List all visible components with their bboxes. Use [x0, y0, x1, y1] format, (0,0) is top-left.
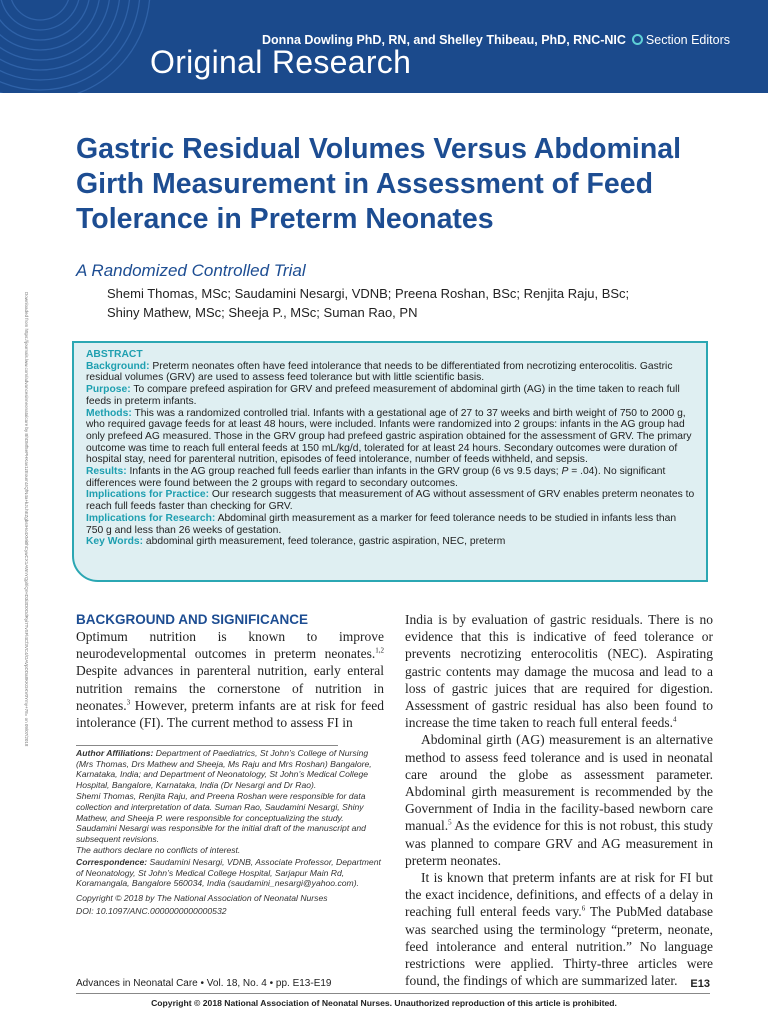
affiliation-text: Department of Paediatrics, St John’s College of Nursing (Mrs Thomas, Drs Mathew and Sheeja, Ms Raju and Mrs Roshan) Bangalore, Karnataka, India; and Department of Neonatology, St John’s Medical College Hospital, Bangalore, Karnataka, India (Dr Nesargi and Dr Rao). — [76, 748, 372, 790]
citation: 4 — [673, 715, 677, 724]
practice-label: Implications for Practice: — [86, 489, 210, 501]
citation: 3 — [126, 698, 131, 707]
practice-text: Our research suggests that measurement of AG without assessment of GRV enables preterm neonates to reach full feeds faster than checking for GRV. — [86, 489, 695, 513]
journal-citation: Advances in Neonatal Care • Vol. 18, No. 4 • pp. E13-E19 — [76, 978, 332, 989]
correspondence-label: Correspondence: — [76, 856, 148, 867]
copyright-bar: Copyright © 2018 National Association of Neonatal Nurses. Unauthorized reproduction of this article is prohibited. — [151, 998, 617, 1008]
conflict-statement: The authors declare no conflicts of interest. — [76, 845, 241, 856]
research-text: Abdominal girth measurement as a marker for feed tolerance needs to be studied in infants less than 750 g and less than 26 weeks of gestation. — [86, 512, 677, 536]
correspondence-text: Saudamini Nesargi, VDNB, Associate Professor, Department of Neonatology, St John’s Medical College Hospital, Sarjapur Main Rd, Koramangala, Bangalore 560034, India (saudamini_nesargi@yahoo.com). — [76, 856, 381, 889]
author-affiliations — [76, 748, 384, 918]
decorative-arc-pattern — [0, 0, 160, 93]
text-run: India is by evaluation of gastric residuals. There is no evidence that this is indicative of feed tolerance or prevents necrotizing enterocolitis (NEC). Aspirating gastric contents may damage the mucosa and lead to a loss of gastric juices that are required for digestion. Assessment of gastric residual has also been found to increase the time taken to reach full enteral feeds. — [405, 612, 713, 731]
text-run: As the evidence for this is not robust, this study was planned to compare GRV and AG measurement in preterm neonates. — [405, 818, 713, 868]
research-label: Implications for Research: — [86, 512, 216, 524]
affiliation-label: Author Affiliations: — [76, 748, 154, 758]
paragraph — [76, 628, 384, 731]
methods-text: This was a randomized controlled trial. Infants with a gestational age of 27 to 37 weeks and birth weight of 750 to 2000 g, who required gavage feeds for at least 48 hours, were included. Infants were randomized into 2 groups: infants in the AG group had only prefeed AG measured. Those in the GRV group had prefeed gastric aspiration obtained for the assessment of GRV. The primary outcome was time to reach full enteral feeds at 150 mL/kg/d, tolerated for at least 24 hours. Secondary outcomes were duration of hospital stay, need for parenteral nutrition, episodes of feed intolerance, number of feeds withheld, and sepsis. — [86, 407, 692, 466]
paragraph — [405, 869, 713, 989]
right-column-body — [405, 611, 713, 989]
left-column-body — [76, 628, 384, 731]
affiliation-paragraph — [76, 748, 384, 790]
article-subtitle: A Randomized Controlled Trial — [76, 261, 306, 280]
abstract-results — [86, 466, 696, 489]
correspondence-paragraph — [76, 857, 384, 889]
abstract-background — [86, 361, 696, 384]
footer-divider — [76, 993, 710, 994]
abstract-keywords — [86, 536, 696, 548]
section-title: Original Research — [150, 44, 412, 80]
copyright-notice: Copyright © 2018 by The National Association of Neonatal Nurses — [76, 892, 328, 903]
ring-icon — [632, 34, 643, 45]
author-list — [107, 284, 707, 322]
citation: 5 — [448, 818, 452, 827]
contribution-statement: Shemi Thomas, Renjita Raju, and Preena Roshan were responsible for data collection and interpretation of data. Suman Rao, Saudamini Nesargi, Shiny Mathew, and Sheeja P. were responsible for conceptualizing the study. Saudamini Nesargi was responsible for the initial draft of the manuscript and subsequent revisions. — [76, 791, 366, 844]
article-title: Gastric Residual Volumes Versus Abdominal Girth Measurement in Assessment of Feed Tolerance in Preterm Neonates — [76, 133, 682, 235]
citation: 6 — [581, 904, 586, 913]
editors-role: Section Editors — [645, 33, 730, 47]
abstract-practice — [86, 489, 696, 512]
paragraph — [405, 611, 713, 731]
text-run: Optimum nutrition is known to improve neurodevelopmental outcomes in preterm neonates. — [76, 629, 384, 662]
download-sidebar — [22, 292, 36, 752]
background-text: Preterm neonates often have feed intolerance that needs to be differentiated from necrotizing enterocolitis. Gastric residual volumes (GRV) are used to assess feed tolerance but with little scientific basis. — [86, 360, 673, 384]
text-run: The PubMed database was searched using the terminology “preterm, neonate, feed intolerance and enteral nutrition.” No language restrictions were applied. Thirty-three articles were found, the findings of which are summarized later. — [405, 904, 713, 989]
abstract-methods — [86, 408, 696, 467]
affiliation-divider — [76, 745, 338, 746]
p-value-symbol: P — [561, 466, 569, 478]
paragraph — [405, 731, 713, 869]
page-number: E13 — [690, 978, 710, 990]
text-run: Despite advances in parenteral nutrition, early enteral nutrition remains the cornerstone of nutrition in neonates. — [76, 663, 384, 713]
text-run: Abdominal girth (AG) measurement is an alternative method to assess feed tolerance and is used in neonatal care around the globe as assessment parameter. Abdominal girth measurement is recommended by the Government of India in the facility-based newborn care manual. — [405, 732, 713, 834]
methods-label: Methods: — [86, 407, 132, 419]
authors-line-1: Shemi Thomas, MSc; Saudamini Nesargi, VDNB; Preena Roshan, BSc; Renjita Raju, BSc; — [107, 286, 630, 301]
doi: DOI: 10.1097/ANC.0000000000000532 — [76, 906, 227, 917]
results-text-b: = .04). No significant differences were found between the 2 groups with regard to secondary outcomes. — [86, 466, 666, 489]
results-label: Results: — [86, 466, 127, 478]
background-heading: BACKGROUND AND SIGNIFICANCE — [76, 612, 308, 627]
abstract-heading: ABSTRACT — [86, 349, 143, 360]
keywords-label: Key Words: — [86, 536, 144, 548]
download-notice: Downloaded from https://journals.lww.com/advancesinneonatalcare by BhDMf5ePHKav1zEoum1tQfN4a+kJLhEZgbsIHo4XMi0hCywCX1AWnYQp/IlQrHD3i3D0OdRyi7TvSFl4Cf3VC4/OAVpDDa8KKGKV0Ymy+78= on 09/07/2018 — [24, 292, 29, 747]
keywords-text: abdominal girth measurement, feed tolerance, gastric aspiration, NEC, preterm — [145, 536, 506, 548]
editors-names: Donna Dowling PhD, RN, and Shelley Thibeau, PhD, RNC-NIC — [262, 33, 626, 47]
results-text-a: Infants in the AG group reached full feeds earlier than infants in the GRV group (6 vs 9.5 days; — [129, 466, 562, 478]
text-run: However, preterm infants are at risk for feed intolerance (FI). The current method to assess FI in — [76, 697, 384, 731]
section-header-banner — [0, 0, 768, 93]
abstract-purpose — [86, 384, 696, 407]
citation: 1,2 — [375, 646, 384, 655]
authors-line-2: Shiny Mathew, MSc; Sheeja P., MSc; Suman Rao, PN — [107, 305, 418, 320]
abstract-box — [72, 341, 708, 582]
purpose-label: Purpose: — [86, 384, 131, 396]
text-run: It is known that preterm infants are at risk for FI but the exact incidence, definitions, and effects of a delay in reaching full enteral feeds vary. — [405, 870, 713, 920]
abstract-research — [86, 513, 696, 536]
background-label: Background: — [86, 360, 150, 372]
purpose-text: To compare prefeed aspiration for GRV and prefeed measurement of abdominal girth (AG) in the time taken to reach full feeds in preterm infants. — [86, 384, 680, 407]
